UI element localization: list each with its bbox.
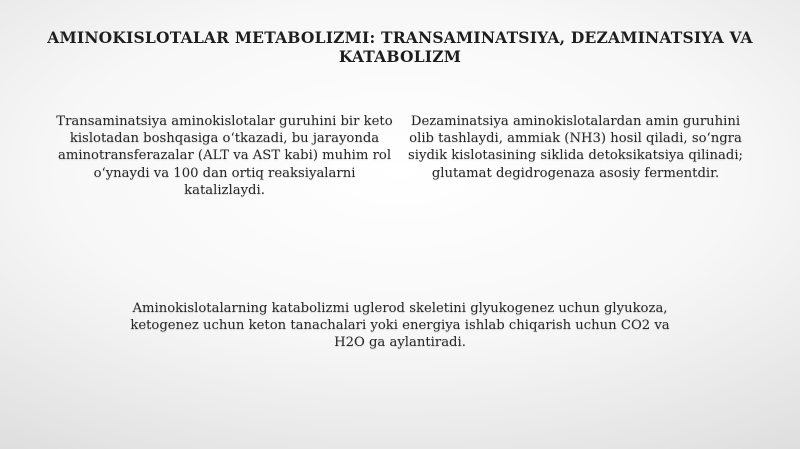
transamination-text-block: Transaminatsiya aminokislotalar guruhini bir keto kislotadan boshqasiga o‘tkazadi, bu jarayonda aminotransferazalar (ALT va AST kabi) muhim rol o‘ynaydi va 100 dan ortiq reaksiyalarni katalizlaydi.: [56, 114, 393, 198]
slide-title: AMINOKISLOTALAR METABOLIZMI: TRANSAMINATSIYA, DEZAMINATSIYA VA KATABOLIZM: [47, 28, 753, 66]
deamination-text-block: Dezaminatsiya aminokislotalardan amin guruhini olib tashlaydi, ammiak (NH3) hosil qiladi, so‘ngra siydik kislotasining siklida detoksikatsiya qilinadi; glutamat degidrogenaza asosiy fermentdir.: [408, 114, 743, 181]
catabolism-text-block: Aminokislotalarning katabolizmi uglerod skeletini glyukogenez uchun glyukoza, ketogenez uchun keton tanachalari yoki energiya ishlab chiqarish uchun CO2 va H2O ga aylantiradi.: [130, 301, 670, 351]
